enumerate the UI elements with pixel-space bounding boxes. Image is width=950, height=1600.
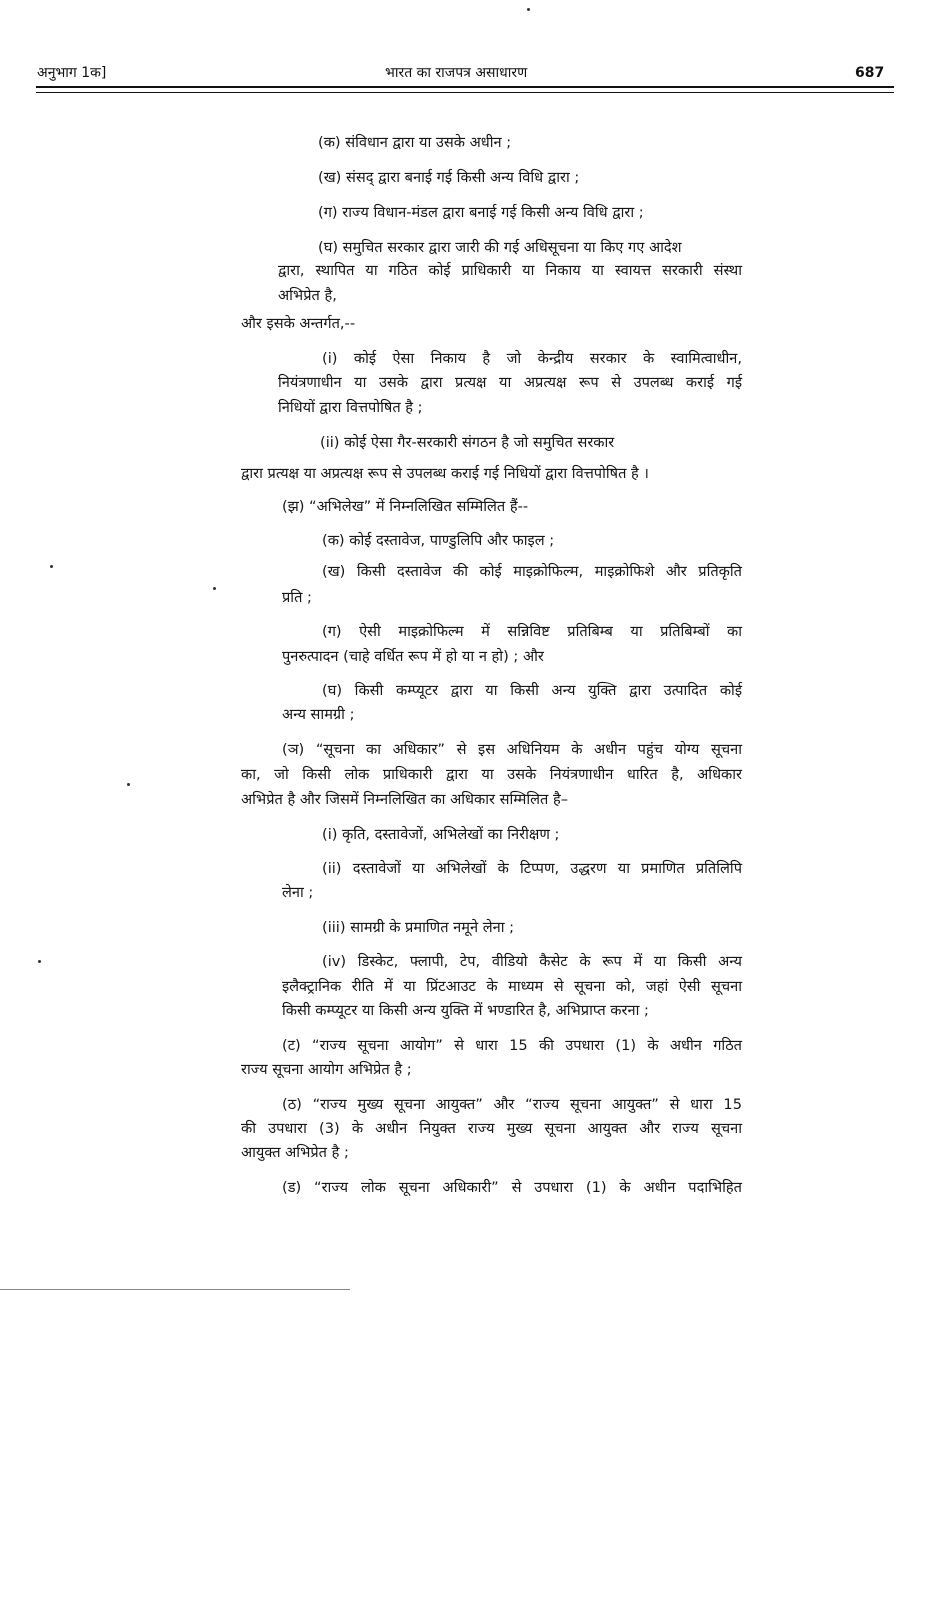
- clause-gha-line1: (घ) समुचित सरकार द्वारा जारी की गई अधिसूचना या किए गए आदेश: [318, 239, 682, 256]
- header-rule-top: [36, 86, 894, 88]
- rti-definition-line2: का, जो किसी लोक प्राधिकारी द्वारा या उसके नियंत्रणाधीन धारित है, अधिकार: [241, 766, 742, 783]
- clause-kha-parliament: (ख) संसद् द्वारा बनाई गई किसी अन्य विधि द्वारा ;: [318, 169, 580, 186]
- sub-i-line3: निधियों द्वारा वित्तपोषित है ;: [278, 399, 423, 416]
- scan-speck: [213, 587, 216, 590]
- rti-definition-line3: अभिप्रेत है और जिसमें निम्नलिखित का अधिकार सम्मिलित है–: [241, 791, 569, 808]
- rti-iv-line3: किसी कम्प्यूटर या किसी अन्य युक्ति में भण्डारित है, अभिप्राप्त करना ;: [282, 1002, 649, 1019]
- clause-gha-line3: अभिप्रेत है,: [278, 287, 337, 304]
- record-ka: (क) कोई दस्तावेज, पाण्डुलिपि और फाइल ;: [322, 532, 555, 549]
- clause-ga-state-legislature: (ग) राज्य विधान-मंडल द्वारा बनाई गई किसी अन्य विधि द्वारा ;: [318, 204, 644, 221]
- sub-ii-line1: (ii) कोई ऐसा गैर-सरकारी संगठन है जो समुचित सरकार: [320, 434, 615, 451]
- rti-iii-samples: (iii) सामग्री के प्रमाणित नमूने लेना ;: [322, 919, 515, 936]
- scan-speck: [50, 565, 53, 568]
- record-definition-heading: (झ) “अभिलेख” में निम्नलिखित सम्मिलित हैं--: [282, 498, 529, 515]
- sub-i-line2: नियंत्रणाधीन या उसके द्वारा प्रत्यक्ष या अप्रत्यक्ष रूप से उपलब्ध कराई गई: [278, 374, 742, 391]
- state-commissioner-line2: की उपधारा (3) के अधीन नियुक्त राज्य मुख्य सूचना आयुक्त और राज्य सूचना: [241, 1120, 742, 1137]
- record-kha-line1: (ख) किसी दस्तावेज की कोई माइक्रोफिल्म, माइक्रोफिशे और प्रतिकृति: [322, 563, 742, 580]
- state-commission-line2: राज्य सूचना आयोग अभिप्रेत है ;: [241, 1061, 412, 1078]
- scan-speck: [127, 783, 130, 786]
- rti-definition-line1: (ञ) “सूचना का अधिकार” से इस अधिनियम के अधीन पहुंच योग्य सूचना: [282, 741, 742, 758]
- record-ga-line2: पुनरुत्पादन (चाहे वर्धित रूप में हो या न हो) ; और: [282, 648, 544, 665]
- rti-ii-line2: लेना ;: [282, 884, 314, 901]
- rti-i-inspection: (i) कृति, दस्तावेजों, अभिलेखों का निरीक्षण ;: [322, 826, 560, 843]
- clause-ka-constitution: (क) संविधान द्वारा या उसके अधीन ;: [318, 134, 512, 151]
- header-page-number: 687: [855, 65, 885, 81]
- scan-bottom-line: [0, 1289, 350, 1290]
- sub-i-line1: (i) कोई ऐसा निकाय है जो केन्द्रीय सरकार के स्वामित्वाधीन,: [322, 350, 742, 367]
- state-commissioner-line1: (ठ) “राज्य मुख्य सूचना आयुक्त” और “राज्य सूचना आयुक्त” से धारा 15: [282, 1096, 742, 1113]
- rti-iv-line1: (iv) डिस्केट, फ्लापी, टेप, वीडियो कैसेट के रूप में या किसी अन्य: [322, 953, 742, 970]
- header-rule-bottom: [36, 92, 894, 93]
- rti-ii-line1: (ii) दस्तावेजों या अभिलेखों के टिप्पण, उद्धरण या प्रमाणित प्रतिलिपि: [322, 860, 742, 877]
- record-ga-line1: (ग) ऐसी माइक्रोफिल्म में सन्निविष्ट प्रतिबिम्ब या प्रतिबिम्बों का: [322, 623, 742, 640]
- state-pio-line1: (ड) “राज्य लोक सूचना अधिकारी” से उपधारा (1) के अधीन पदाभिहित: [282, 1179, 742, 1196]
- record-kha-line2: प्रति ;: [282, 589, 312, 606]
- clause-gha-line2: द्वारा, स्थापित या गठित कोई प्राधिकारी या निकाय या स्वायत्त सरकारी संस्था: [278, 262, 742, 279]
- scan-speck: [527, 8, 530, 11]
- record-gha-line2: अन्य सामग्री ;: [282, 706, 355, 723]
- state-commissioner-line3: आयुक्त अभिप्रेत है ;: [241, 1144, 349, 1161]
- includes-heading: और इसके अन्तर्गत,--: [241, 315, 356, 332]
- state-commission-line1: (ट) “राज्य सूचना आयोग” से धारा 15 की उपधारा (1) के अधीन गठित: [282, 1037, 742, 1054]
- rti-iv-line2: इलैक्ट्रानिक रीति में या प्रिंटआउट के माध्यम से सूचना को, जहां ऐसी सूचना: [282, 978, 742, 995]
- scan-speck: [38, 960, 41, 963]
- header-gazette-title: भारत का राजपत्र असाधारण: [385, 65, 528, 81]
- record-gha-line1: (घ) किसी कम्प्यूटर द्वारा या किसी अन्य युक्ति द्वारा उत्पादित कोई: [322, 682, 742, 699]
- header-section-label: अनुभाग 1क]: [37, 65, 107, 81]
- sub-ii-line2: द्वारा प्रत्यक्ष या अप्रत्यक्ष रूप से उपलब्ध कराई गई निधियों द्वारा वित्तपोषित है ।: [241, 465, 649, 482]
